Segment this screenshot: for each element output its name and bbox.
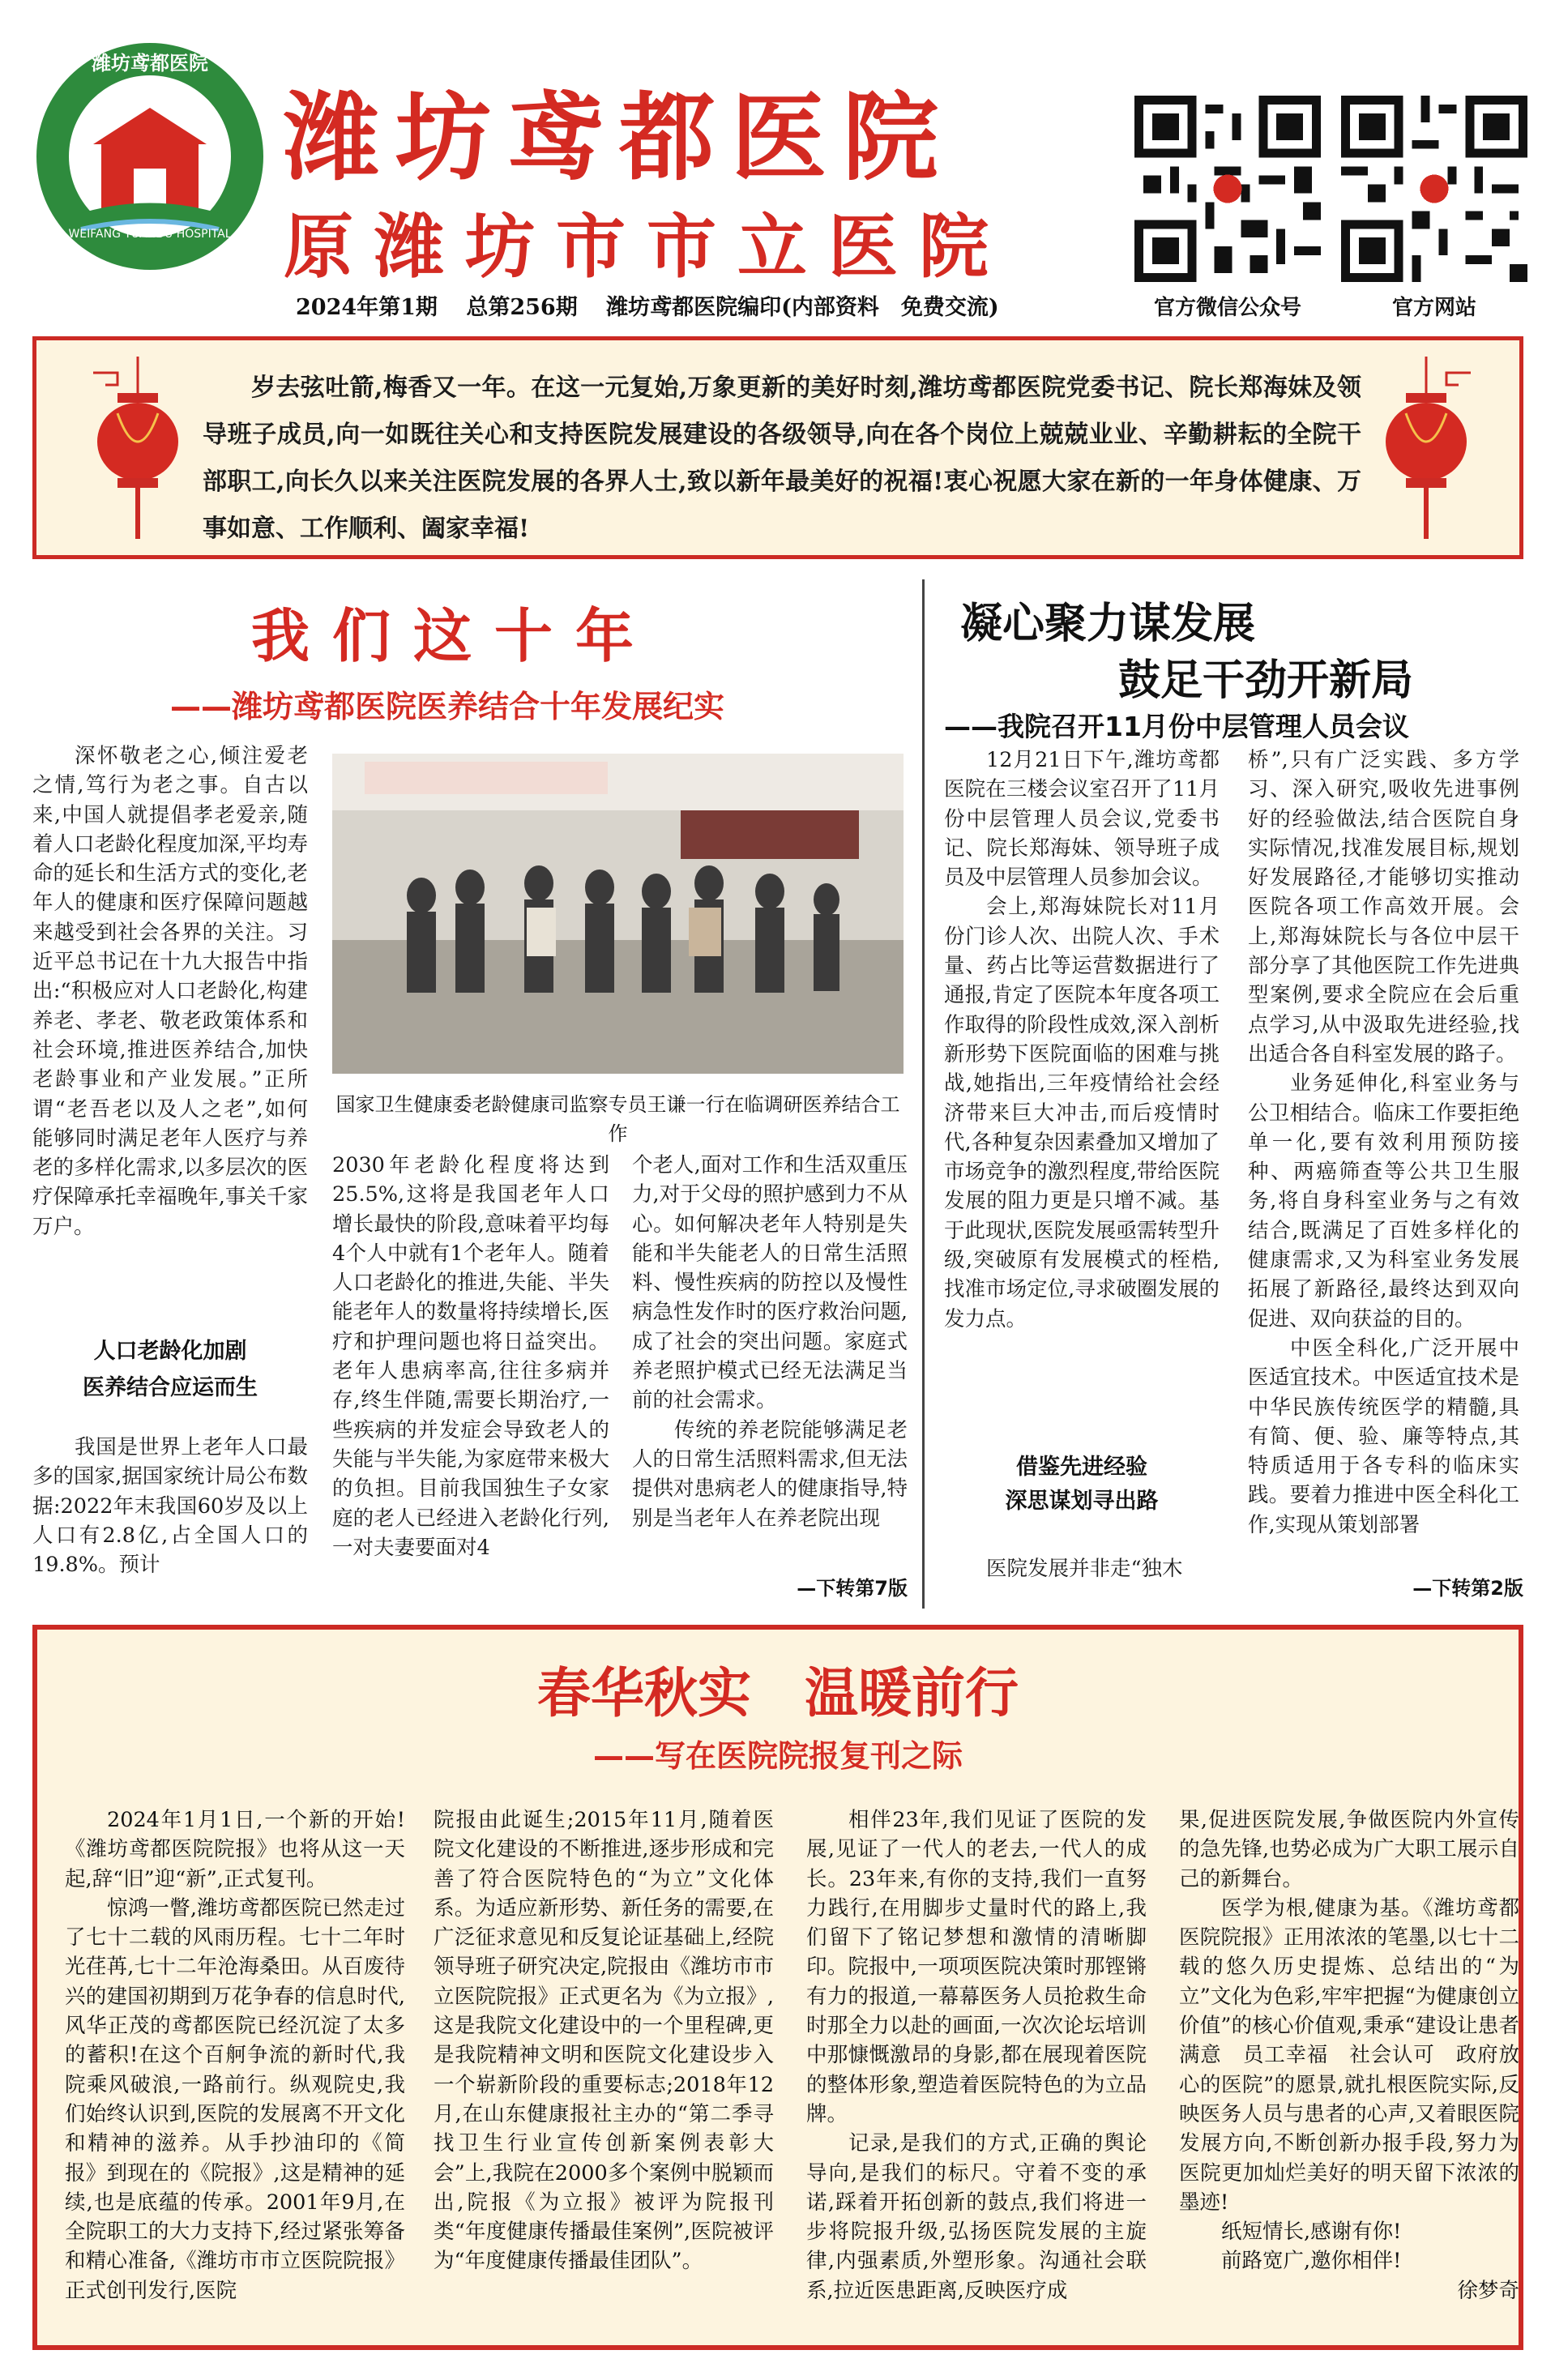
section-heading-line1: 借鉴先进经验 [1016,1455,1147,1480]
article1-column2: 2030年老龄化程度将达到25.5%,这将是我国老年人口增长最快的阶段,意味着平均每4个人中就有1个老年人。随着人口老龄化的推进,失能、半失能老年人的数量将持续增长,医疗和护理问题也将日益突出。老年人患病率高,往往多病并存,终生伴随,需要长期治疗,一些疾病的并发症会导致老人的失能与半失能,为家庭带来极大的负担。目前我国独生子女家庭的老人已经进入老龄化行列,一对夫妻要面对4 [332,1153,609,1560]
article3-column4 [1179,1805,1519,2324]
article3-paragraph: 惊鸿一瞥,潍坊鸢都医院已然走过了七十二载的风雨历程。七十二年时光荏苒,七十二年沧海桑田。从百废待兴的建国初期到万花争春的信息时代,风华正茂的鸢都医院已经沉淀了太多的蓄积!在这个百舸争流的新时代,我院乘风破浪,一路前行。纵观院史,我们始终认识到,医院的发展离不开文化和精神的滋养。从手抄油印的《简报》到现在的《院报》,这是精神的延续,也是底蕴的传承。2001年9月,在全院职工的大力支持下,经过紧张筹备和精心准备,《潍坊市市立医院院报》正式创刊发行,医院 [65,1895,405,2303]
article2-continued-note[interactable]: —下转第2版 [1412,1577,1523,1600]
website-qr-code[interactable] [1341,96,1527,282]
hospital-logo [32,39,267,274]
greeting-text: 岁去弦吐箭,梅香又一年。在这一元复始,万象更新的美好时刻,潍坊鸢都医院党委书记、院长郑海妹及领导班子成员,向一如既往关心和支持医院发展建设的各级领导,向在各个岗位上兢兢业业、辛勤耕耘的全院干部职工,向长久以来关注医院发展的各界人士,致以新年最美好的祝福!衷心祝愿大家在新的一年身体健康、万事如意、工作顺利、阖家幸福! [203,374,1361,543]
issue-number: 2024年第1期 [296,295,438,320]
article3-title: 春华秋实 温暖前行 [537,1662,1019,1724]
logo-text-top: 潍坊鸢都医院 [92,52,208,75]
article1-column3-para2: 传统的养老院能够满足老人的日常生活照料需求,但无法提供对患病老人的健康指导,特别是当老年人在养老院出现 [632,1417,908,1531]
article1-column1: 深怀敬老之心,倾注爱老之情,笃行为老之事。自古以来,中国人就提倡孝老爱亲,随着人口老龄化程度加深,平均寿命的延长和生活方式的变化,老年人的健康和医疗保障问题越来越受到社会各界的关注。习近平总书记在十九大报告中指出:“积极应对人口老龄化,构建养老、孝老、敬老政策体系和社会环境,推进医养结合,加快老龄事业和产业发展。”正所谓“老吾老以及人之老”,如何能够同时满足老年人医疗与养老的多样化需求,以多层次的医疗保障承托幸福晚年,事关千家万户。 [32,744,308,1239]
issue-line [296,292,1114,324]
article1-column3-para1: 个老人,面对工作和生活双重压力,对于父母的照护感到力不从心。如何解决老年人特别是失能和半失能老人的日常生活照料、慢性疾病的防控以及慢性病急性发作时的医疗救治问题,成了社会的突出问题。家庭式养老照护模式已经无法满足当前的社会需求。 [632,1153,908,1413]
article3-closing-line1: 纸短情长,感谢有你! [1221,2220,1402,2245]
website-qr-caption: 官方网站 [1391,296,1476,320]
article3-paragraph: 2024年1月1日,一个新的开始!《潍坊鸢都医院院报》也将从这一天起,辞“旧”迎“新”,正式复刊。 [65,1808,405,1891]
article2-para3: 桥”,只有广泛实践、多方学习、深入研究,吸收先进事例好的经验做法,结合医院自身实际情况,找准发展目标,规划好发展路径,才能够切实推动医院各项工作高效开展。会上,郑海妹院长与各位中层干部分享了其他医院工作先进典型案例,要求全院应在会后重点学习,从中汲取先进经验,找出适合各自科室发展的路子。 [1248,748,1519,1066]
article3-paragraph: 相伴23年,我们见证了医院的发展,见证了一代人的老去,一代人的成长。23年来,有你的支持,我们一直努力践行,在用脚步丈量时代的路上,我们留下了铭记梦想和激情的清晰脚印。院报中,一项项医院决策时那铿锵有力的报道,一幕幕医务人员抢救生命时那全力以赴的画面,一次次论坛培训中那慷慨激昂的身影,都在展现着医院的整体形象,塑造着医院特色的为立品牌。 [806,1808,1147,2126]
article2-subtitle: ——我院召开11月份中层管理人员会议 [944,711,1409,742]
article3-author: 徐梦奇 [1457,2278,1519,2303]
article1-column1-continued: 我国是世界上老年人口最多的国家,据国家统计局公布数据:2022年末我国60岁及以上人口有2.8亿,占全国人口的19.8%。预计 [32,1435,308,1578]
lantern-icon [89,357,186,543]
wechat-qr-caption: 官方微信公众号 [1153,296,1301,320]
article3-paragraph: 院报由此诞生;2015年11月,随着医院文化建设的不断推进,逐步形成和完善了符合医院特色的“为立”文化体系。为适应新形势、新任务的需要,在广泛征求意见和反复论证基础上,经院领导班子研究决定,院报由《潍坊市市立医院院报》正式更名为《为立报》,这是我院文化建设中的一个里程碑,更是我院精神文明和医院文化建设步入一个崭新阶段的重要标志;2018年12月,在山东健康报社主办的“第二季寻找卫生行业宣传创新案例表彰大会”上,我院在2000多个案例中脱颖而出,院报《为立报》被评为院报刊类“年度健康传播最佳案例”,医院被评为“年度健康传播最佳团队”。 [434,1808,774,2274]
article3-paragraph: 果,促进医院发展,争做医院内外宣传的急先锋,也势必成为广大职工展示自己的新舞台。 [1179,1808,1519,1891]
publisher-note: 潍坊鸢都医院编印(内部资料 免费交流) [606,295,999,320]
column-divider [922,579,925,1609]
logo-text-en: WEIFANG YUANDU HOSPITAL [68,228,232,241]
wechat-qr-code[interactable] [1134,96,1321,282]
article2-section-heading [944,1451,1220,1528]
article1-column3 [632,1151,908,1580]
article2-title-line1: 凝心聚力谋发展 [960,600,1256,648]
article2-para4: 业务延伸化,科室业务与公卫相结合。临床工作要拒绝单一化,要有效利用预防接种、两癌筛查等公共卫生服务,将自身科室业务与之有效结合,既满足了百姓多样化的健康需求,又为科室业务发展拓展了新路径,最终达到双向促进、双向获益的目的。 [1248,1071,1519,1331]
article3-closing-line2: 前路宽广,邀你相伴! [1221,2249,1402,2274]
article2-column2 [1248,746,1519,1572]
total-issue-number: 总第256期 [466,295,578,320]
article2-column1-continued: 医院发展并非走“独木 [986,1557,1183,1581]
section-heading-line1: 人口老龄化加剧 [93,1339,247,1364]
section-heading-line2: 医养结合应运而生 [83,1375,258,1400]
article1-title: 我们这十年 [251,602,657,670]
lantern-icon [1378,357,1475,543]
masthead-subtitle: 原潍坊市市立医院 [284,207,1010,288]
article1-subtitle: ——潍坊鸢都医院医养结合十年发展纪实 [170,689,725,724]
news-photo [332,754,904,1074]
photo-caption: 国家卫生健康委老龄健康司监察专员王谦一行在临调研医养结合工作 [335,1093,900,1145]
article3-paragraph: 记录,是我们的方式,正确的舆论导向,是我们的标尺。守着不变的承诺,踩着开拓创新的鼓点,我们将进一步将院报升级,弘扬医院发展的主旋律,内强素质,外塑形象。沟通社会联系,拉近医患距离,反映医疗成 [806,2131,1147,2303]
article3-column1 [65,1805,405,2324]
article2-column1 [944,746,1220,1426]
article3-column2 [434,1805,774,2324]
article2-para1: 12月21日下午,潍坊鸢都医院在三楼会议室召开了11月份中层管理人员会议,党委书记、院长郑海妹、领导班子成员及中层管理人员参加会议。 [944,748,1220,891]
masthead-title: 潍坊鸢都医院 [284,82,955,194]
article3-subtitle: ——写在医院院报复刊之际 [592,1738,963,1774]
article2-para2: 会上,郑海妹院长对11月份门诊人次、出院人次、手术量、药占比等运营数据进行了通报,肯定了医院本年度各项工作取得的阶段性成效,深入剖析新形势下医院面临的困难与挑战,她指出,三年疫情给社会经济带来巨大冲击,而后疫情时代,各种复杂因素叠加又增加了市场竞争的激烈程度,带给医院发展的阻力更是只增不减。基于此现状,医院发展亟需转型升级,突破原有发展模式的桎梏,找准市场定位,寻求破圈发展的发力点。 [944,895,1220,1331]
article2-para5: 中医全科化,广泛开展中医适宜技术。中医适宜技术是中华民族传统医学的精髓,具有简、便、验、廉等特点,其特质适用于各专科的临床实践。要着力推进中医全科化工作,实现从策划部署 [1248,1335,1519,1537]
article3-paragraph: 医学为根,健康为基。《潍坊鸢都医院院报》正用浓浓的笔墨,以七十二载的悠久历史提炼、总结出的“为立”文化为色彩,牢牢把握“为健康创立价值”的核心价值观,秉承“建设让患者满意 员工幸福 社会认可 政府放心的医院”的愿景,就扎根医院实际,反映医务人员与患者的心声,又着眼医院发展方向,不断创新办报手段,努力为医院更加灿烂美好的明天留下浓浓的墨迹! [1179,1895,1519,2215]
article3-column3 [806,1805,1147,2324]
article1-section-heading [32,1333,308,1422]
section-heading-line2: 深思谋划寻出路 [1005,1489,1159,1514]
article2-title-line2: 鼓足干劲开新局 [1118,656,1414,705]
article1-continued-note[interactable]: —下转第7版 [797,1577,908,1600]
